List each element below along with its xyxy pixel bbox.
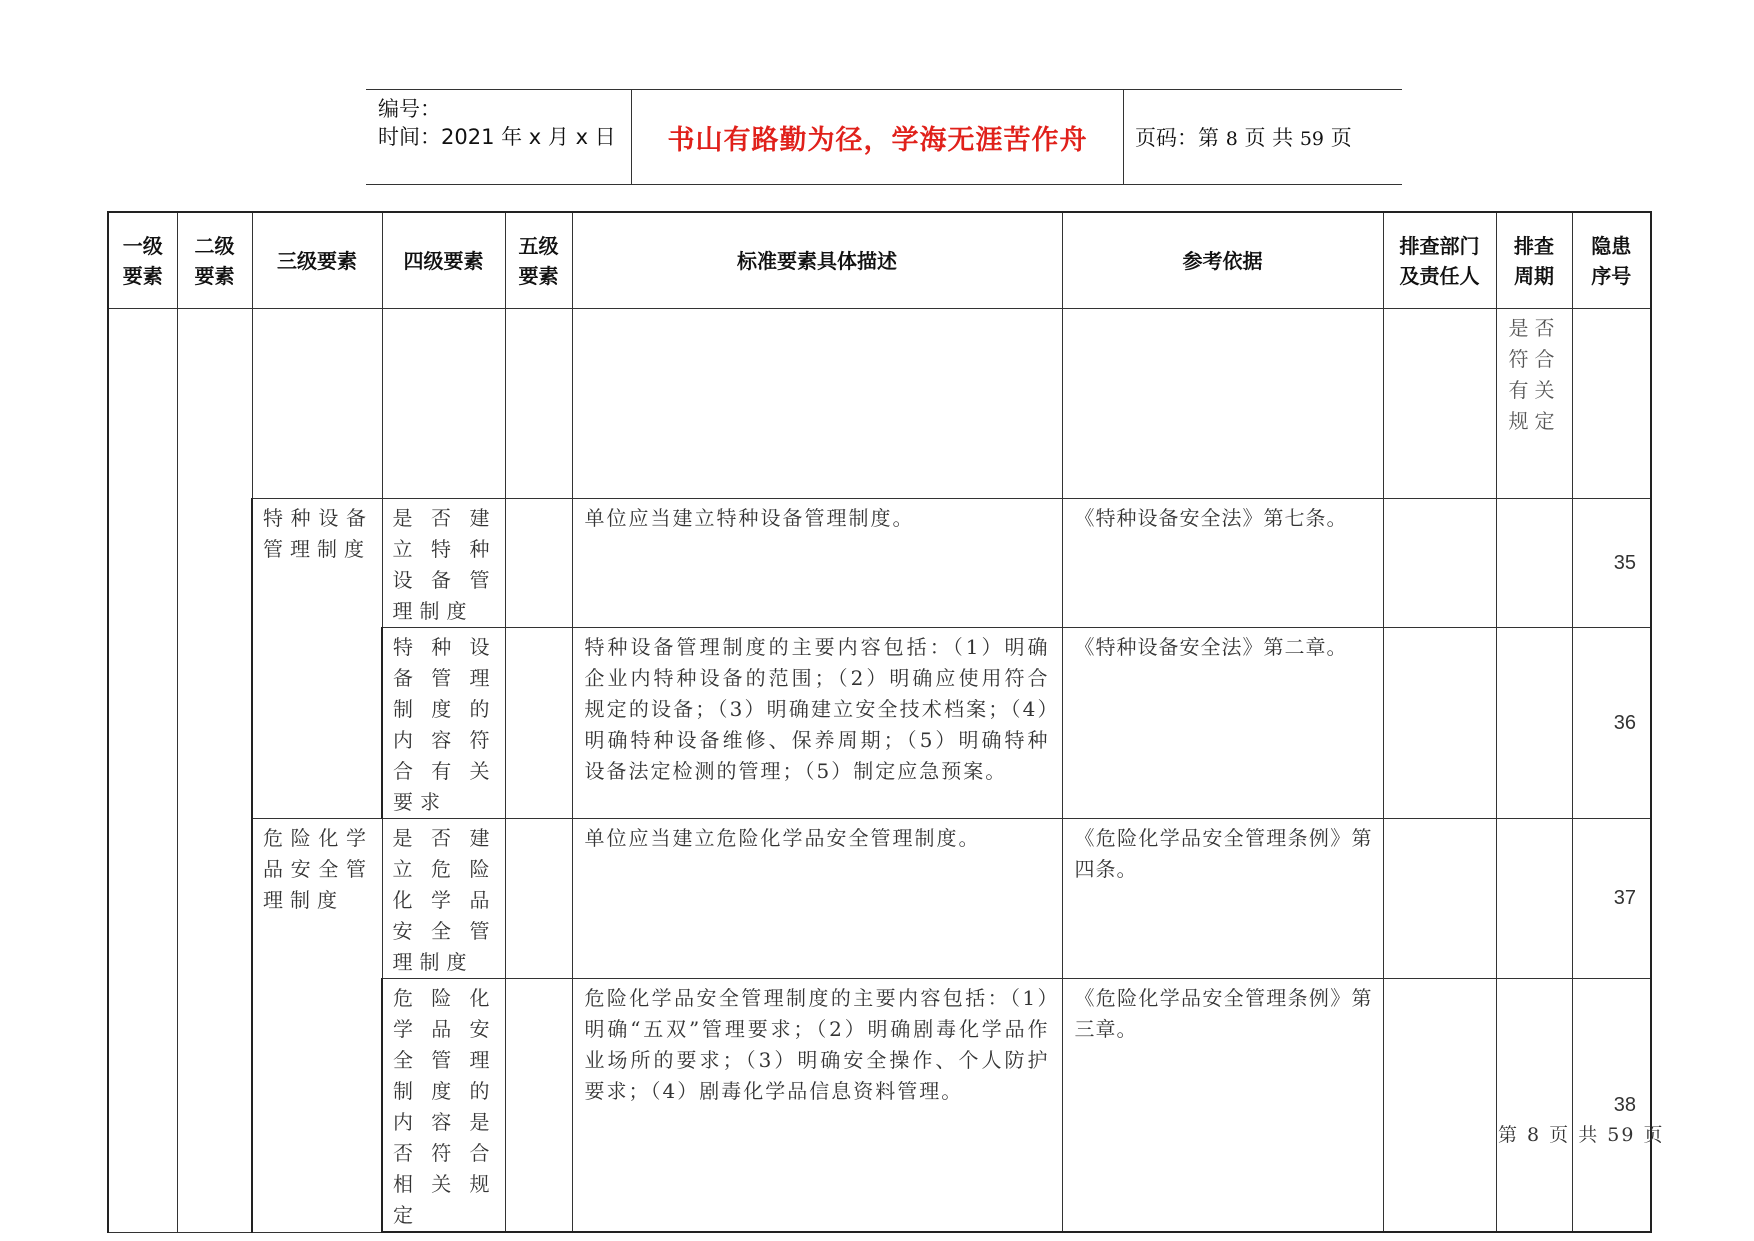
description-text: 单位应当建立特种设备管理制度。 — [584, 506, 915, 530]
level4-text: 特种设备管理制度的内容符合有关要求 — [393, 635, 497, 814]
col-header-number — [1572, 212, 1651, 309]
col-header-text: 一级 要素 — [122, 233, 163, 288]
cell-level4 — [382, 628, 505, 819]
page-mid: 页 共 — [1244, 126, 1294, 150]
page-code-prefix: 页码：第 — [1135, 126, 1219, 150]
cell-number: 38 — [1572, 979, 1651, 1233]
cell-description — [572, 309, 1062, 499]
page-current: 8 — [1225, 128, 1238, 150]
page-code-cell — [1123, 90, 1402, 184]
cell-level5 — [505, 628, 572, 819]
cell-number: 35 — [1572, 499, 1651, 628]
col-header-text: 四级要素 — [403, 248, 484, 273]
cell-level5 — [505, 819, 572, 979]
cell-level2 — [177, 309, 252, 1233]
table-row — [108, 309, 1651, 499]
cell-number: 37 — [1572, 819, 1651, 979]
col-header-period — [1496, 212, 1572, 309]
col-header-text: 二级 要素 — [194, 233, 235, 288]
col-header-text: 参考依据 — [1182, 248, 1263, 273]
cell-period — [1496, 819, 1572, 979]
cell-description — [572, 499, 1062, 628]
cell-level1 — [108, 309, 177, 1233]
number-label: 编号： — [378, 97, 441, 121]
cell-period — [1496, 628, 1572, 819]
cell-level4 — [382, 819, 505, 979]
description-text: 特种设备管理制度的主要内容包括：（1）明确企业内特种设备的范围；（2）明确应使用符合规定的设备；（3）明确建立安全技术档案；（4）明确特种设备维修、保养周期；（5）明确特种设备法定检测的管理；（5）制定应急预案。 — [584, 635, 1050, 783]
cell-period — [1496, 499, 1572, 628]
period-text: 是否符合有关规定 — [1508, 316, 1561, 433]
level4-text: 是否建立危险化学品安全管理制度 — [392, 826, 497, 974]
page-footer: 第 8 页 共 59 页 — [1498, 1124, 1665, 1146]
cell-level4 — [382, 309, 505, 499]
table-row — [108, 819, 1651, 979]
cell-description — [572, 979, 1062, 1233]
reference-text: 《特种设备安全法》第二章。 — [1074, 635, 1348, 659]
cell-level5 — [505, 309, 572, 499]
col-header-text: 隐患 序号 — [1591, 233, 1632, 288]
col-header-department — [1383, 212, 1496, 309]
cell-reference — [1062, 819, 1383, 979]
table-header-row — [108, 212, 1651, 309]
page-code — [1123, 122, 1352, 152]
page-suffix: 页 — [1330, 126, 1352, 150]
cell-reference — [1062, 309, 1383, 499]
cell-department — [1383, 499, 1496, 628]
description-text: 单位应当建立危险化学品安全管理制度。 — [584, 826, 981, 850]
cell-description — [572, 628, 1062, 819]
col-header-reference — [1062, 212, 1383, 309]
hazard-check-table — [107, 211, 1652, 1233]
col-header-text: 三级要素 — [277, 248, 357, 273]
cell-reference — [1062, 979, 1383, 1233]
cell-level3 — [252, 309, 382, 499]
col-header-text: 五级 要素 — [518, 233, 559, 288]
col-header-level3 — [252, 212, 382, 309]
cell-level3 — [252, 819, 382, 1233]
col-header-text: 排查 周期 — [1514, 233, 1554, 288]
col-header-level2 — [177, 212, 252, 309]
page-total: 59 — [1299, 128, 1325, 150]
cell-department — [1383, 309, 1496, 499]
cell-number: 36 — [1572, 628, 1651, 819]
level3-text: 特种设备管理制度 — [263, 506, 373, 561]
motto-text: 书山有路勤为径，学海无涯苦作舟 — [667, 124, 1088, 156]
cell-level5 — [505, 979, 572, 1233]
col-header-text: 标准要素具体描述 — [737, 248, 897, 273]
level4-text: 危险化学品安全管理制度的内容是否符合相关规定 — [393, 986, 497, 1227]
col-header-level4 — [382, 212, 505, 309]
col-header-level1 — [108, 212, 177, 309]
cell-level3 — [252, 499, 382, 819]
cell-period — [1496, 979, 1572, 1233]
cell-reference — [1062, 628, 1383, 819]
cell-department — [1383, 819, 1496, 979]
cell-department — [1383, 628, 1496, 819]
level3-text: 危险化学品安全管理制度 — [263, 826, 373, 912]
motto-cell — [631, 90, 1124, 184]
cell-reference — [1062, 499, 1383, 628]
description-text: 危险化学品安全管理制度的主要内容包括：（1）明确“五双”管理要求；（2）明确剧毒化学品作业场所的要求；（3）明确安全操作、个人防护要求；（4）剧毒化学品信息资料管理。 — [584, 986, 1050, 1103]
cell-level5 — [505, 499, 572, 628]
time-label: 时间：2021 年 x 月 x 日 — [378, 125, 616, 149]
reference-text: 《危险化学品安全管理条例》第三章。 — [1074, 986, 1373, 1041]
cell-department — [1383, 979, 1496, 1233]
reference-text: 《危险化学品安全管理条例》第四条。 — [1074, 826, 1373, 881]
cell-period — [1496, 309, 1572, 499]
cell-description — [572, 819, 1062, 979]
col-header-text: 排查部门 及责任人 — [1399, 233, 1480, 288]
reference-text: 《特种设备安全法》第七条。 — [1074, 506, 1348, 530]
cell-level4 — [382, 499, 505, 628]
header-meta — [366, 90, 631, 184]
cell-level4 — [382, 979, 505, 1233]
cell-number — [1572, 309, 1651, 499]
col-header-level5 — [505, 212, 572, 309]
col-header-description — [572, 212, 1062, 309]
document-header — [366, 89, 1402, 185]
table-row — [108, 499, 1651, 628]
level4-text: 是否建立特种设备管理制度 — [392, 506, 497, 623]
